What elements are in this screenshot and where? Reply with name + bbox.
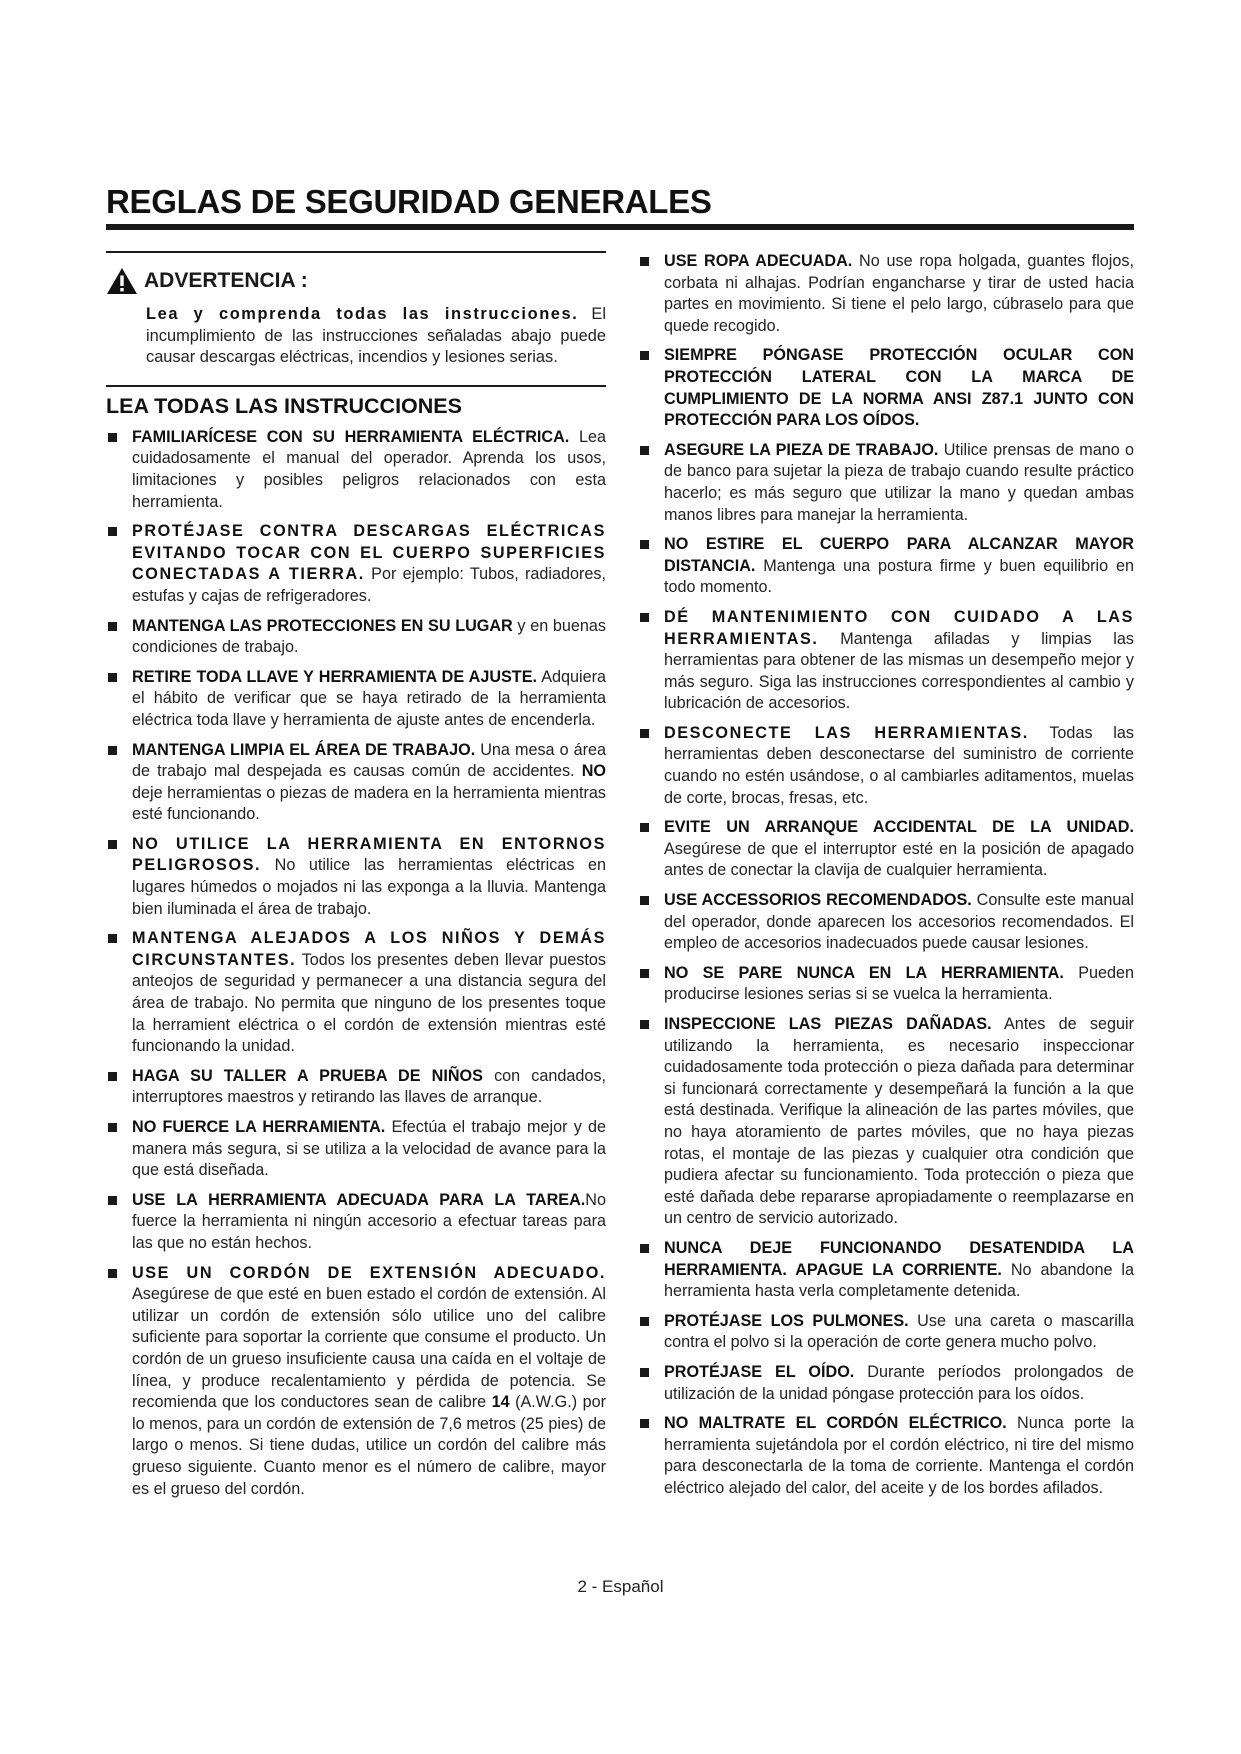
- rule-lead: INSPECCIONE LAS PIEZAS DAÑADAS.: [664, 1015, 992, 1033]
- rule-item: [106, 616, 606, 659]
- square-bullet-icon: [640, 1419, 649, 1428]
- rule-item: [106, 740, 606, 826]
- warning-lead: Lea y comprenda todas las instrucciones.: [146, 305, 579, 323]
- rule-lead: PROTÉJASE EL OÍDO.: [664, 1362, 855, 1381]
- right-column: [638, 251, 1134, 1507]
- rule-text: No use ropa holgada, guantes flojos, corbata ni alhajas. Podrían engancharse y tirar de usted hacia partes en movimiento. Si tiene el pelo largo, cúbraselo para que quede recogido.: [664, 252, 1134, 335]
- square-bullet-icon: [108, 1072, 117, 1081]
- square-bullet-icon: [108, 622, 117, 631]
- warning-body: El incumplimiento de las instrucciones señaladas abajo puede causar descargas eléctricas, incendios y lesiones serias.: [146, 305, 606, 367]
- square-bullet-icon: [108, 746, 117, 755]
- rule-item: [106, 427, 606, 513]
- rule-text: Durante períodos prolongados de utilización de la unidad póngase protección para los oídos.: [664, 1362, 1134, 1403]
- rule-item: [106, 1066, 606, 1109]
- section-top-rule: [106, 385, 606, 387]
- square-bullet-icon: [640, 446, 649, 455]
- rule-lead: MANTENGA LAS PROTECCIONES EN SU LUGAR: [132, 616, 513, 635]
- section-title: LEA TODAS LAS INSTRUCCIONES: [106, 393, 462, 418]
- rule-lead: DÉ MANTENIMIENTO CON CUIDADO A LAS HERRAMIENTAS.: [664, 607, 1134, 648]
- rule-lead: EVITE UN ARRANQUE ACCIDENTAL DE LA UNIDAD.: [664, 818, 1134, 837]
- rule-lead: USE ROPA ADECUADA.: [664, 252, 853, 270]
- rule-text: Utilice prensas de mano o de banco para sujetar la pieza de trabajo cuando resulte práctico hacerlo; es más seguro que utilizar la mano y quedan ambas manos libres para manejar la herramienta.: [664, 440, 1134, 524]
- rule-text: No utilice las herramientas eléctricas en lugares húmedos o mojados ni las exponga a la lluvia. Mantenga bien iluminada el área de trabajo.: [132, 856, 606, 918]
- rule-bold: NO: [581, 762, 606, 781]
- rule-item: [106, 1117, 606, 1182]
- rule-text: Asegúrese de que esté en buen estado el cordón de extensión. Al utilizar un cordón de extensión sólo utilice uno del calibre suficiente para soportar la corriente que consume el producto. Un cordón de un grueso insuficiente causa una caída en el voltaje de línea, y produce recalentamiento y pérdida de potencia. Se recomienda que los conductores sean de calibre: [132, 1285, 606, 1412]
- rule-item: [106, 1190, 606, 1255]
- rule-item: [638, 963, 1134, 1006]
- square-bullet-icon: [640, 729, 649, 738]
- square-bullet-icon: [640, 1317, 649, 1326]
- rule-text: Asegúrese de que el interruptor esté en la posición de apagado antes de conectar la clavija de cualquier herramienta.: [664, 839, 1134, 880]
- title-rule: [106, 224, 1134, 230]
- square-bullet-icon: [108, 433, 117, 442]
- rule-text: No abandone la herramienta hasta verla completamente detenida.: [664, 1260, 1134, 1301]
- rule-item: [638, 534, 1134, 599]
- page-number: 2 - Español: [577, 1577, 664, 1596]
- square-bullet-icon: [108, 1123, 117, 1132]
- rule-text: Por ejemplo: Tubos, radiadores, estufas y cajas de refrigeradores.: [132, 565, 606, 605]
- rule-lead: FAMILIARÍCESE CON SU HERRAMIENTA ELÉCTRICA.: [132, 427, 570, 446]
- square-bullet-icon: [640, 613, 649, 622]
- rule-text: Mantenga afiladas y limpias las herramientas para obtener de las mismas un desempeño mejor y más seguro. Siga las instrucciones correspondientes al cambio y lubricación de accesorios.: [664, 629, 1134, 713]
- rule-item: [638, 1311, 1134, 1354]
- square-bullet-icon: [108, 1196, 117, 1205]
- rule-lead: NO ESTIRE EL CUERPO PARA ALCANZAR MAYOR DISTANCIA.: [664, 535, 1134, 575]
- warning-text: [146, 304, 606, 369]
- rule-text: No fuerce la herramienta ni ningún accesorio a efectuar tareas para las que no están hechos.: [132, 1190, 606, 1252]
- rule-item: [106, 1263, 606, 1501]
- warning-title: ADVERTENCIA :: [144, 269, 308, 292]
- section-header: [106, 385, 606, 419]
- rule-item: [106, 928, 606, 1058]
- rule-item: [638, 723, 1134, 809]
- rule-text: Lea cuidadosamente el manual del operador. Aprenda los usos, limitaciones y posibles peligros relacionados con esta herramienta.: [132, 427, 606, 511]
- rule-item: [638, 251, 1134, 337]
- rule-text: Efectúa el trabajo mejor y de manera más segura, si se utiliza a la velocidad de avance para la que está diseñada.: [132, 1118, 606, 1180]
- page-title: REGLAS DE SEGURIDAD GENERALES: [106, 183, 712, 220]
- rule-lead: USE ACCESSORIOS RECOMENDADOS.: [664, 891, 972, 910]
- square-bullet-icon: [640, 1020, 649, 1029]
- rule-item: [638, 890, 1134, 955]
- square-bullet-icon: [640, 351, 649, 360]
- warning-header: [106, 267, 606, 295]
- rule-text: Nunca porte la herramienta sujetándola por el cordón eléctrico, ni tire del mismo para desconectarla de la toma de corriente. Mantenga el cordón eléctrico alejado del calor, del aceite y de los bordes afilados.: [664, 1414, 1134, 1497]
- rule-item: [638, 345, 1134, 431]
- rule-text-2: (A.W.G.) por lo menos, para un cordón de extensión de 7,6 metros (25 pies) de largo o menos. Si tiene dudas, utilice un cordón del calibre más grueso siguiente. Cuanto menor es el número de calibre, mayor es el grueso del cordón.: [132, 1393, 607, 1498]
- rule-item: [638, 440, 1134, 526]
- rule-lead: NO MALTRATE EL CORDÓN ELÉCTRICO.: [664, 1414, 1007, 1433]
- rule-text: Use una careta o mascarilla contra el polvo si la operación de corte genera mucho polvo.: [664, 1311, 1134, 1352]
- rule-lead: SIEMPRE PÓNGASE PROTECCIÓN OCULAR CON PROTECCIÓN LATERAL CON LA MARCA DE CUMPLIMIENTO DE LA NORMA ANSI Z87.1 JUNTO CON PROTECCIÓN PARA LOS OÍDOS.: [664, 346, 1134, 430]
- warning-triangle-icon: [106, 267, 138, 295]
- rule-lead: MANTENGA ALEJADOS A LOS NIÑOS Y DEMÁS CIRCUNSTANTES.: [132, 929, 606, 969]
- square-bullet-icon: [640, 1368, 649, 1377]
- square-bullet-icon: [108, 840, 117, 849]
- rule-item: [106, 521, 606, 607]
- rule-text: Todas las herramientas deben desconectarse del suministro de corriente cuando no estén usándose, o al cambiarles aditamentos, muelas de corte, brocas, fresas, etc.: [664, 723, 1135, 807]
- rule-item: [638, 1238, 1134, 1303]
- square-bullet-icon: [640, 969, 649, 978]
- left-column: [106, 251, 606, 1508]
- rule-text: Adquiera el hábito de verificar que se haya retirado de la herramienta eléctrica toda llave y herramienta de ajuste antes de encenderla.: [132, 667, 606, 729]
- rule-lead: NUNCA DEJE FUNCIONANDO DESATENDIDA LA HERRAMIENTA. APAGUE LA CORRIENTE.: [664, 1238, 1134, 1279]
- left-rule-list: [106, 427, 606, 1500]
- rule-lead: NO SE PARE NUNCA EN LA HERRAMIENTA.: [664, 963, 1064, 982]
- square-bullet-icon: [640, 540, 649, 549]
- rule-text: Antes de seguir utilizando la herramienta, es necesario inspeccionar cuidadosamente toda protección o pieza dañada para determinar si funcionará correctamente y desempeñará la función a la que está destinada. Verifique la alineación de las partes móviles, que no haya atoramiento de partes móviles, que no haya piezas rotas, el montaje de las piezas y cualquier otra condición que pudiera afectar su funcionamiento. Toda protección o pieza que esté dañada debe repararse apropiadamente o reemplazarse en un centro de servicio autorizado.: [664, 1015, 1134, 1228]
- square-bullet-icon: [640, 257, 649, 266]
- rule-lead: NO UTILICE LA HERRAMIENTA EN ENTORNOS PELIGROSOS.: [132, 834, 606, 875]
- rule-item: [638, 607, 1134, 715]
- square-bullet-icon: [640, 1244, 649, 1253]
- rule-lead: ASEGURE LA PIEZA DE TRABAJO.: [664, 440, 939, 459]
- rule-lead: USE LA HERRAMIENTA ADECUADA PARA LA TAREA.: [132, 1190, 586, 1209]
- rule-lead: PROTÉJASE CONTRA DESCARGAS ELÉCTRICAS EVITANDO TOCAR CON EL CUERPO SUPERFICIES CONECTADAS A TIERRA.: [132, 522, 606, 584]
- rule-text: Pueden producirse lesiones serias si se vuelca la herramienta.: [664, 963, 1135, 1004]
- rule-lead: PROTÉJASE LOS PULMONES.: [664, 1311, 909, 1330]
- rule-lead: USE UN CORDÓN DE EXTENSIÓN ADECUADO.: [132, 1263, 606, 1282]
- rule-item: [638, 1014, 1134, 1230]
- warning-top-rule: [106, 251, 606, 253]
- rule-text: Mantenga una postura firme y buen equilibrio en todo momento.: [664, 556, 1134, 597]
- square-bullet-icon: [108, 1269, 117, 1278]
- square-bullet-icon: [640, 896, 649, 905]
- rule-lead: RETIRE TODA LLAVE Y HERRAMIENTA DE AJUSTE.: [132, 667, 537, 686]
- rule-bold: 14: [491, 1393, 510, 1412]
- rule-text-2: deje herramientas o piezas de madera en la herramienta mientras esté funcionando.: [132, 783, 606, 824]
- rule-text: Consulte este manual del operador, donde aparecen los accesorios recomendados. El empleo de accesorios inadecuados puede causar lesiones.: [664, 891, 1134, 953]
- rule-item: [106, 667, 606, 732]
- rule-lead: DESCONECTE LAS HERRAMIENTAS.: [664, 723, 1029, 742]
- rule-lead: NO FUERCE LA HERRAMIENTA.: [132, 1118, 386, 1136]
- rule-text: Una mesa o área de trabajo mal despejada es causas común de accidentes.: [132, 740, 606, 781]
- rule-item: [638, 817, 1134, 882]
- rule-lead: MANTENGA LIMPIA EL ÁREA DE TRABAJO.: [132, 740, 476, 759]
- rule-text: y en buenas condiciones de trabajo.: [132, 616, 606, 657]
- square-bullet-icon: [108, 673, 117, 682]
- square-bullet-icon: [108, 934, 117, 943]
- rule-text: con candados, interruptores maestros y retirando las llaves de arranque.: [132, 1066, 606, 1107]
- rule-item: [106, 834, 606, 920]
- right-rule-list: [638, 251, 1134, 1499]
- rule-item: [638, 1362, 1134, 1405]
- square-bullet-icon: [640, 823, 649, 832]
- rule-text: Todos los presentes deben llevar puestos anteojos de seguridad y permanecer a una distancia segura del área de trabajo. No permita que ninguno de los presentes toque la herramient eléctrica o el cordón de extensión mientras esté funcionando la unidad.: [132, 950, 606, 1056]
- square-bullet-icon: [108, 527, 117, 536]
- rule-lead: HAGA SU TALLER A PRUEBA DE NIÑOS: [132, 1066, 483, 1085]
- rule-item: [638, 1413, 1134, 1499]
